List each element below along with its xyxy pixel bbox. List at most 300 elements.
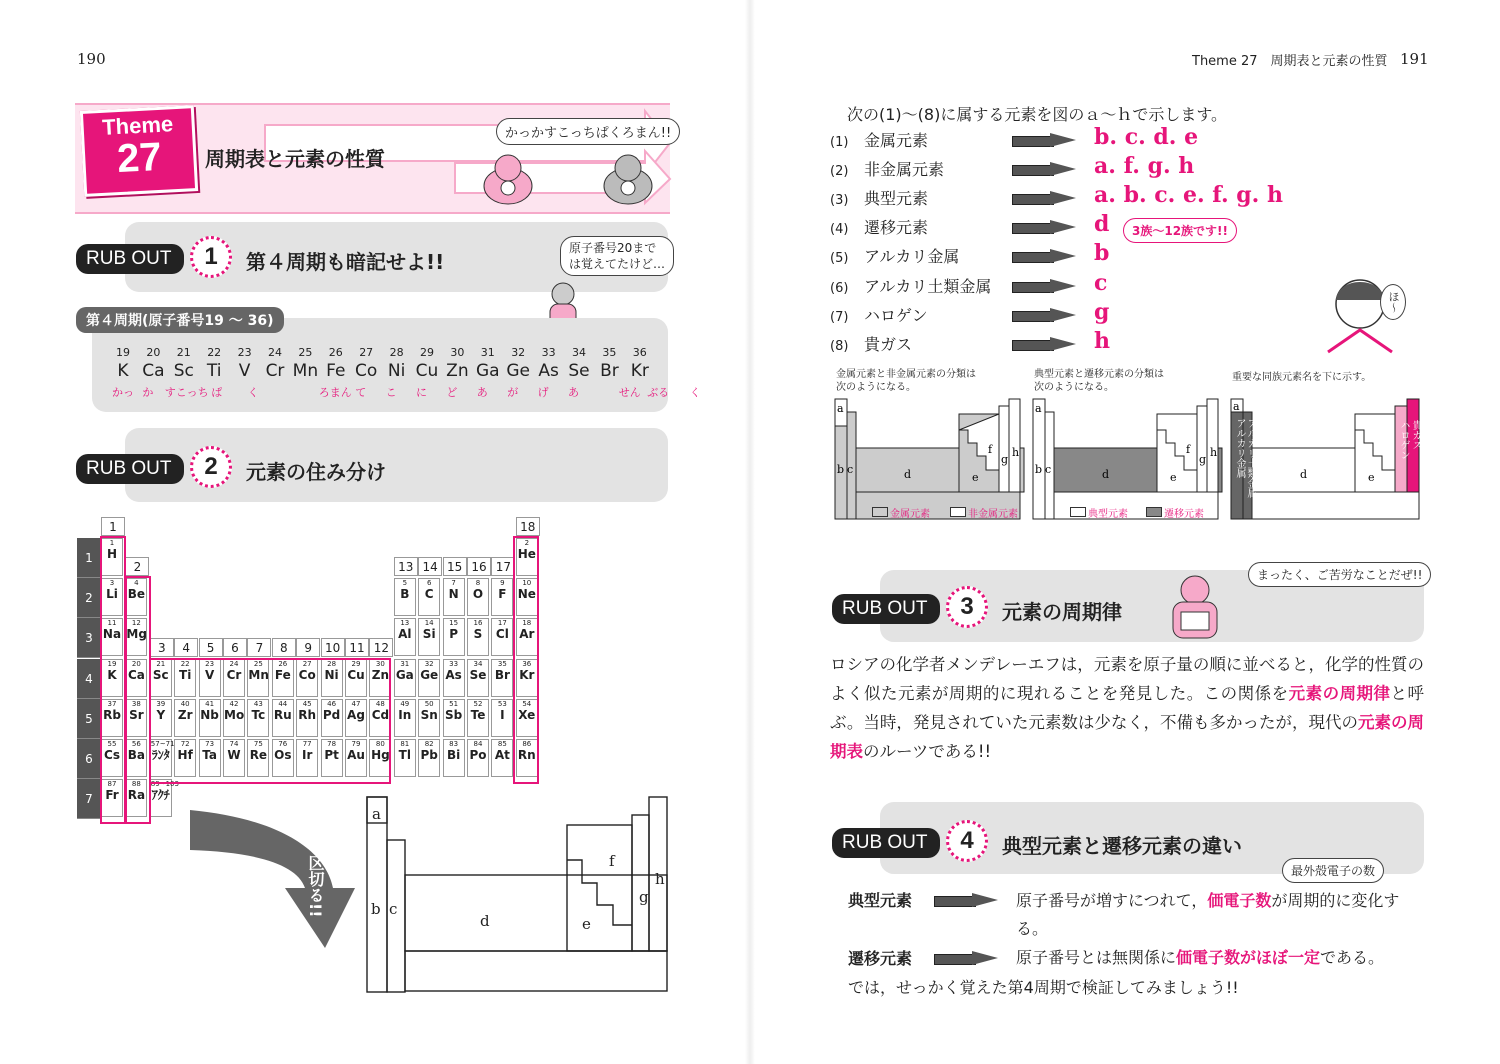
period4-col-Ni (382, 346, 412, 381)
element-cell-Al (394, 618, 416, 656)
period4-symbol: Sc (173, 361, 194, 381)
element-cell-Na (101, 618, 123, 656)
list-index: (1) (830, 135, 849, 150)
element-cell-Pd (321, 699, 343, 737)
period4-col-Zn (442, 346, 472, 381)
legend2a-label: 典型元素 (1088, 509, 1128, 520)
para3-part2: と呼ぶ。当時，発見されていた元素数は少なく，不備も多かったが，現代の (830, 684, 1425, 732)
diagram-label-e: e (582, 915, 591, 933)
group-number: 15 (443, 557, 467, 576)
period-number: 7 (77, 779, 101, 819)
para3-em2: 元素の周期表 (830, 713, 1424, 761)
element-symbol: Ni (324, 667, 339, 682)
period4-mnemonic: が (507, 386, 519, 399)
element-atomic-number: 23 (205, 659, 215, 668)
svg-text:d: d (1300, 468, 1308, 481)
element-symbol: Ir (301, 748, 313, 762)
element-atomic-number: 35 (497, 659, 507, 668)
element-symbol: C (424, 587, 434, 602)
para3-part3: のルーツである!! (863, 742, 992, 761)
element-symbol: Xe (518, 707, 536, 722)
element-cell-Cs (101, 739, 123, 777)
element-atomic-number: 78 (327, 740, 337, 748)
transition-pre: 原子番号とは無関係に (1016, 948, 1177, 967)
theme-number: 27 (115, 134, 163, 182)
legend1b-swatch (950, 507, 966, 517)
element-cell-Ag (345, 699, 367, 737)
legend2a-swatch (1070, 507, 1086, 517)
element-symbol: Nb (200, 707, 219, 722)
element-atomic-number: 44 (278, 699, 288, 708)
element-symbol: Rn (517, 748, 536, 762)
element-atomic-number: 26 (278, 659, 288, 668)
block-diagram (365, 795, 670, 995)
period4-mnemonic: ぱ (211, 386, 223, 399)
list-answer: c (1094, 269, 1108, 296)
element-cell-Se (467, 659, 489, 697)
element-cell-Zn (369, 659, 391, 697)
period4-symbol: Co (355, 361, 378, 381)
period4-mnemonic: あ (568, 386, 579, 399)
element-cell-Cu (345, 659, 367, 697)
element-symbol: Ti (179, 667, 192, 682)
list-answer: b. c. d. e (1094, 124, 1199, 150)
element-atomic-number: 8 (475, 579, 481, 588)
element-cell-V (199, 659, 221, 697)
list-row (830, 157, 944, 181)
element-atomic-number: 51 (449, 699, 459, 708)
element-symbol: Be (127, 587, 146, 602)
element-atomic-number: 17 (497, 619, 507, 628)
list-index: (5) (830, 251, 849, 267)
mini-chart-groups (1230, 398, 1425, 522)
element-symbol: Al (398, 627, 412, 642)
element-symbol: H (106, 547, 118, 561)
period4-symbol: Zn (446, 361, 469, 381)
element-symbol: Hf (177, 748, 193, 762)
element-symbol: In (398, 707, 412, 722)
element-symbol: Tl (398, 748, 411, 762)
list-name: 遷移元素 (864, 218, 929, 238)
group-number: 1 (101, 517, 125, 536)
period4-symbol: Ga (476, 361, 500, 381)
typical-post: が周期的に変化する。 (1016, 891, 1400, 938)
group-number: 4 (174, 638, 198, 657)
element-symbol: Sb (444, 707, 463, 722)
element-symbol: Cl (495, 627, 509, 642)
element-cell-Ru (272, 699, 294, 737)
element-symbol: F (498, 587, 507, 602)
element-atomic-number: 31 (400, 659, 410, 668)
element-cell-Re (247, 739, 269, 777)
rub-out-2-number: 2 (190, 446, 232, 488)
pointing-hand-icon (1012, 337, 1078, 351)
element-cell-N (443, 578, 465, 616)
element-symbol: Li (106, 587, 118, 602)
transition-desc (1016, 945, 1384, 968)
element-symbol: Pb (420, 748, 438, 762)
element-atomic-number: 22 (180, 659, 190, 668)
element-atomic-number: 75 (253, 740, 263, 748)
element-atomic-number: 85 (497, 740, 507, 748)
list-name: 金属元素 (864, 131, 929, 150)
element-symbol: Ne (517, 587, 536, 602)
element-symbol: S (473, 627, 483, 642)
group-number: 13 (394, 557, 418, 576)
element-symbol: ﾗﾝﾀ (151, 748, 170, 762)
period4-symbol: Br (600, 361, 619, 381)
element-atomic-number: 18 (522, 619, 532, 628)
element-symbol: Zr (177, 707, 193, 722)
girl-illustration (1318, 264, 1418, 364)
element-cell-Xe (516, 699, 538, 737)
element-symbol: Mn (248, 667, 269, 682)
element-symbol: Fe (274, 667, 291, 682)
element-cell-Nb (199, 699, 221, 737)
group-number: 12 (369, 638, 393, 657)
group-number: 7 (247, 638, 271, 657)
period4-atomic-number: 31 (480, 346, 495, 359)
element-cell-Bi (443, 739, 465, 777)
element-atomic-number: 42 (229, 699, 239, 708)
element-cell-Au (345, 739, 367, 777)
element-cell-ﾗﾝﾀ (150, 739, 175, 777)
element-symbol: Tc (251, 707, 266, 722)
element-cell-Sc (150, 659, 172, 697)
period4-atomic-number: 36 (632, 346, 647, 359)
period4-atomic-number: 25 (298, 346, 313, 359)
element-cell-O (467, 578, 489, 616)
transition-post: である。 (1320, 948, 1385, 967)
periodic-law-paragraph (830, 650, 1424, 766)
element-atomic-number: 27 (302, 659, 312, 668)
element-symbol: W (227, 748, 241, 762)
element-cell-Hg (369, 739, 391, 777)
element-cell-Ir (296, 739, 318, 777)
period4-symbol: Kr (630, 361, 649, 381)
element-symbol: Ga (395, 667, 414, 682)
element-cell-Sn (418, 699, 440, 737)
element-cell-Ar (516, 618, 538, 656)
legend1a-swatch (872, 507, 888, 517)
element-atomic-number: 80 (375, 740, 385, 748)
period4-col-Cu (412, 346, 442, 381)
rub-out-4-number: 4 (946, 820, 988, 862)
element-symbol: He (517, 547, 536, 561)
element-symbol: Cs (104, 748, 120, 762)
list-row (830, 332, 912, 356)
element-cell-Sb (443, 699, 465, 737)
element-symbol: Na (102, 627, 122, 642)
element-atomic-number: 57~71 (150, 740, 175, 748)
element-symbol: K (107, 667, 117, 682)
element-cell-Mg (125, 618, 147, 656)
element-symbol: O (472, 587, 484, 602)
svg-text:g: g (1199, 453, 1207, 466)
period4-atomic-number: 20 (146, 346, 161, 359)
element-cell-Li (101, 578, 123, 616)
period4-mnemonic: すこっち (164, 386, 209, 399)
curved-arrow (185, 808, 360, 968)
rub-out-3-label: RUB OUT (832, 594, 940, 624)
element-cell-Ge (418, 659, 440, 697)
mini-chart-typical (1032, 398, 1227, 522)
element-symbol: Si (422, 627, 436, 642)
svg-text:a: a (837, 402, 844, 415)
period4-mnemonic: く (689, 386, 701, 399)
period4-mnemonic: に (416, 386, 427, 399)
element-cell-F (491, 578, 513, 616)
rub-out-1-number: 1 (190, 236, 232, 278)
element-cell-Pb (418, 739, 440, 777)
page-number-right: 191 (1400, 50, 1429, 68)
group-number: 9 (296, 638, 320, 657)
rub-out-2-label: RUB OUT (76, 454, 184, 484)
element-cell-B (394, 578, 416, 616)
element-atomic-number: 16 (473, 619, 483, 628)
period4-atomic-number: 29 (420, 346, 434, 359)
element-symbol: Cd (371, 707, 390, 722)
element-cell-I (491, 699, 513, 737)
pointing-hand-icon (1012, 191, 1078, 205)
period4-mnemonic: げ (537, 386, 549, 399)
period-number: 3 (77, 618, 101, 658)
rub-out-3-title: 元素の周期律 (1002, 600, 1122, 624)
element-symbol: Co (298, 667, 316, 682)
element-atomic-number: 55 (107, 740, 117, 748)
diagram-label-a: a (372, 805, 381, 823)
svg-text:e: e (1170, 471, 1177, 484)
element-atomic-number: 54 (522, 699, 532, 708)
element-atomic-number: 11 (107, 619, 117, 628)
element-cell-Ta (199, 739, 221, 777)
element-atomic-number: 13 (400, 619, 410, 628)
element-cell-W (223, 739, 245, 777)
theme-badge (80, 105, 198, 197)
group-number: 8 (272, 638, 296, 657)
element-cell-At (491, 739, 513, 777)
element-cell-Rn (516, 739, 538, 777)
element-symbol: Au (347, 748, 365, 762)
element-atomic-number: 5 (402, 579, 408, 588)
list-answer: g (1094, 298, 1110, 325)
element-atomic-number: 21 (156, 659, 166, 668)
period4-symbol: Ni (387, 361, 406, 381)
element-cell-Ni (321, 659, 343, 697)
rub-out-4-title: 典型元素と遷移元素の違い (1002, 834, 1242, 858)
list-answer: a. f. g. h (1094, 153, 1195, 180)
element-atomic-number: 32 (424, 659, 434, 668)
element-cell-C (418, 578, 440, 616)
pointing-hand-icon (1012, 279, 1078, 293)
list-name: 典型元素 (864, 189, 929, 209)
list-row (830, 303, 928, 327)
svg-text:b: b (1035, 463, 1043, 476)
mini-v1: アルカリ金属 (1234, 418, 1245, 478)
element-atomic-number: 88 (131, 780, 141, 789)
period4-atomic-number: 23 (237, 346, 252, 359)
element-cell-Fr (101, 779, 123, 817)
element-cell-Ca (125, 659, 147, 697)
group-number: 10 (321, 638, 345, 657)
period-number: 6 (77, 739, 101, 779)
transition-label: 遷移元素 (848, 949, 913, 968)
element-symbol: Os (274, 748, 292, 762)
pointing-hand-icon (1012, 308, 1078, 322)
element-symbol: Zn (371, 667, 390, 682)
pointing-hand-icon (1012, 249, 1078, 263)
period4-col-As (534, 346, 564, 381)
period4-atomic-number: 21 (176, 346, 191, 359)
theme-label: Theme (101, 111, 174, 140)
element-cell-Ne (516, 578, 538, 616)
rub-out-3-bubble: まったく、ご苦労なことだぜ!! (1248, 562, 1431, 587)
period4-mnemonic: ぶる (647, 386, 670, 399)
element-atomic-number: 20 (131, 659, 141, 668)
period4-col-Co (351, 346, 381, 381)
element-cell-Tl (394, 739, 416, 777)
period4-atomic-number: 26 (328, 346, 343, 359)
element-cell-He (516, 538, 538, 576)
period-number: 4 (77, 659, 101, 699)
element-symbol: Y (156, 707, 166, 722)
period4-symbol: Se (568, 361, 590, 381)
element-atomic-number: 79 (351, 740, 361, 748)
element-atomic-number: 83 (449, 740, 459, 748)
list-index: (3) (830, 193, 849, 209)
element-atomic-number: 37 (107, 699, 117, 708)
period4-col-Fe (321, 346, 351, 381)
element-cell-Os (272, 739, 294, 777)
svg-text:e: e (1368, 471, 1375, 484)
period4-col-K (108, 346, 138, 381)
element-atomic-number: 29 (351, 659, 361, 668)
element-atomic-number: 10 (522, 579, 532, 588)
list-name: ハロゲン (864, 305, 928, 325)
period4-mnemonic: か (142, 386, 154, 399)
svg-text:f: f (988, 443, 993, 456)
period4-atomic-number: 22 (207, 346, 222, 359)
diagram-label-c: c (389, 900, 398, 918)
typical-em: 価電子数 (1207, 891, 1272, 910)
list-index: (4) (830, 222, 849, 238)
mini-v3: ハロゲン (1398, 420, 1409, 460)
period4-atomic-number: 32 (511, 346, 526, 359)
element-cell-Hf (174, 739, 196, 777)
d-note-bubble: 3族〜12族です!! (1123, 218, 1237, 243)
element-atomic-number: 43 (253, 699, 263, 708)
group-number: 11 (345, 638, 369, 657)
element-atomic-number: 47 (351, 699, 361, 708)
svg-text:h: h (1012, 446, 1020, 459)
running-header: Theme 27 周期表と元素の性質 (1192, 54, 1388, 69)
period4-heading: 第４周期(原子番号19 〜 36) (76, 307, 284, 333)
element-symbol: Cu (347, 667, 365, 682)
element-atomic-number: 81 (400, 740, 410, 748)
pointing-hand-icon (1012, 162, 1078, 176)
element-atomic-number: 52 (473, 699, 483, 708)
element-symbol: Mo (224, 707, 245, 722)
element-cell-Si (418, 618, 440, 656)
period4-col-Ca (138, 346, 168, 381)
list-row (830, 128, 928, 152)
element-atomic-number: 12 (131, 619, 141, 628)
element-cell-Rh (296, 699, 318, 737)
list-name: 貴ガス (864, 334, 913, 354)
period4-atomic-number: 30 (450, 346, 465, 359)
list-row (830, 244, 959, 268)
element-atomic-number: 9 (500, 579, 505, 588)
element-atomic-number: 46 (327, 699, 337, 708)
element-atomic-number: 25 (253, 659, 263, 668)
cat-pink-illustration (1155, 572, 1235, 644)
diagram-label-h: h (655, 870, 665, 888)
closing-text: では，せっかく覚えた第4周期で検証してみましょう!! (848, 978, 1239, 997)
rub-out-1-label: RUB OUT (76, 244, 184, 274)
period4-col-Ge (503, 346, 533, 381)
list-index: (8) (830, 338, 849, 354)
element-cell-Mo (223, 699, 245, 737)
element-cell-ｱｸﾁ (150, 779, 179, 817)
transition-pointing-hand-icon (934, 951, 1000, 965)
element-cell-Te (467, 699, 489, 737)
element-symbol: Kr (519, 667, 535, 682)
element-atomic-number: 14 (424, 619, 434, 628)
period4-col-Mn (290, 346, 320, 381)
svg-text:c: c (847, 463, 854, 476)
typical-desc (1016, 887, 1424, 943)
typical-label: 典型元素 (848, 891, 913, 910)
svg-text:d: d (1102, 468, 1110, 481)
svg-text:c: c (1045, 463, 1052, 476)
svg-text:b: b (837, 463, 845, 476)
element-cell-Cl (491, 618, 513, 656)
element-cell-Mn (247, 659, 269, 697)
rub-out-4-label: RUB OUT (832, 828, 940, 858)
element-atomic-number: 33 (449, 659, 459, 668)
diagram-label-f: f (609, 852, 615, 870)
theme-title: 周期表と元素の性質 (205, 147, 385, 171)
period4-atomic-number: 33 (541, 346, 556, 359)
element-atomic-number: 38 (131, 699, 141, 708)
mini-v4: 貴ガス (1410, 420, 1421, 450)
element-symbol: Po (469, 748, 487, 762)
period4-col-Kr (625, 346, 655, 381)
element-symbol: Ge (420, 667, 439, 682)
period4-symbol: Ti (206, 361, 222, 381)
legend2b-swatch (1146, 507, 1162, 517)
element-symbol: Br (494, 667, 510, 682)
element-atomic-number: 48 (375, 699, 385, 708)
element-cell-H (101, 538, 123, 576)
list-intro: 次の(1)〜(8)に属する元素を図のａ〜ｈで示します。 (847, 105, 1228, 124)
period4-mnemonic: せん (618, 386, 641, 399)
element-atomic-number: 72 (180, 740, 190, 748)
element-atomic-number: 56 (131, 740, 141, 748)
period4-symbol: Cr (265, 361, 285, 381)
mini-caption-1: 金属元素と非金属元素の分類は 次のようになる。 (836, 369, 976, 393)
element-atomic-number: 4 (134, 579, 139, 588)
element-symbol: B (400, 587, 410, 602)
element-atomic-number: 2 (524, 539, 530, 547)
element-symbol: Ru (273, 707, 292, 722)
list-name: アルカリ金属 (864, 247, 960, 267)
pointing-hand-icon (1012, 220, 1078, 234)
period4-mnemonic: かっ (112, 386, 134, 399)
mini-v2: アルカリ土類金属 (1245, 418, 1256, 498)
element-symbol: Re (249, 748, 268, 762)
element-atomic-number: 36 (522, 659, 532, 668)
